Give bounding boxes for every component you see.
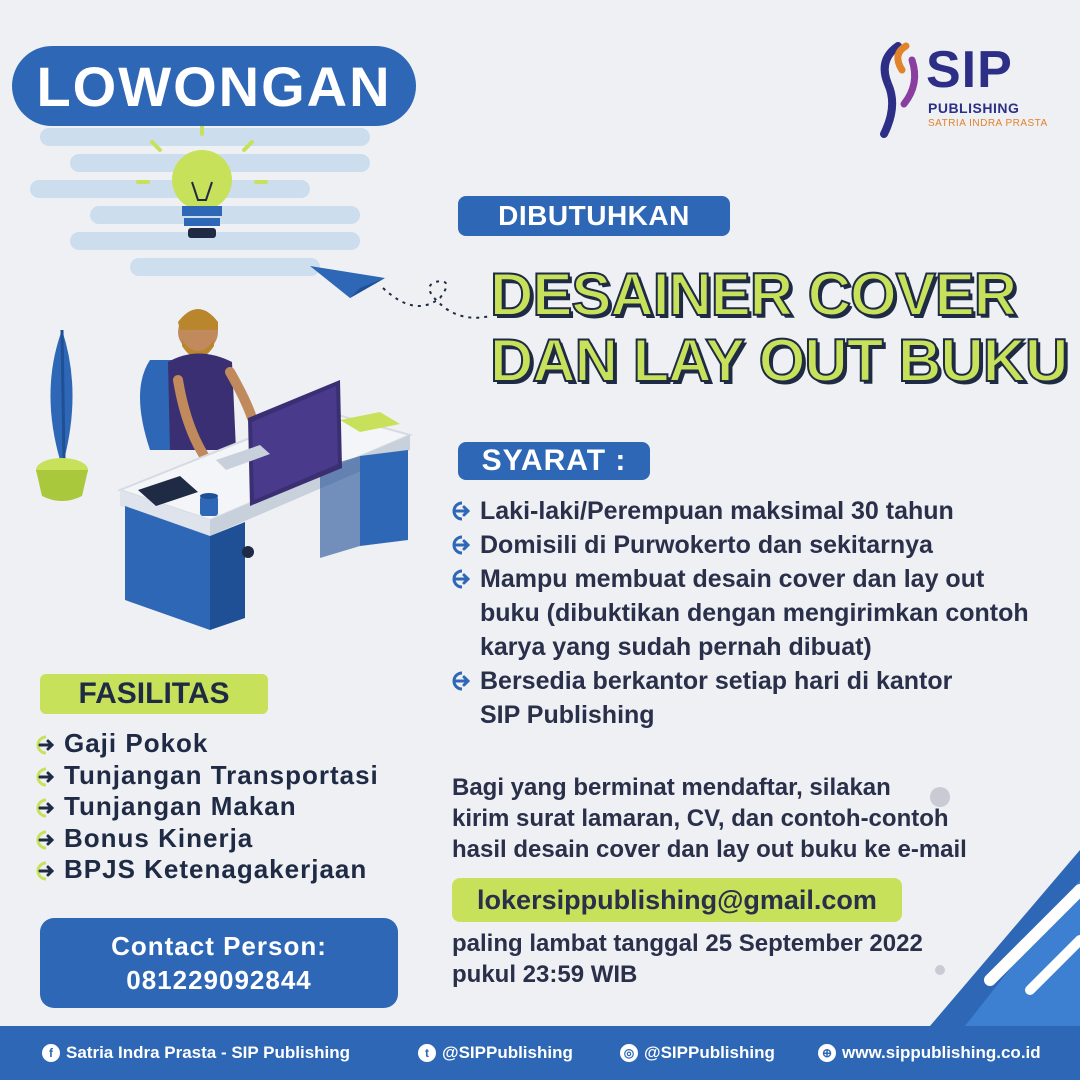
arrow-circle-icon (36, 798, 56, 818)
list-item (452, 664, 1072, 732)
list-item (36, 760, 436, 792)
arrow-circle-icon (36, 767, 56, 787)
instagram-text: @SIPPublishing (644, 1043, 775, 1062)
twitter-text: @SIPPublishing (442, 1043, 573, 1062)
arrow-circle-icon (36, 735, 56, 755)
requirement-text: Domisili di Purwokerto dan sekitarnya (480, 531, 933, 559)
list-item (452, 528, 1072, 562)
list-item (452, 494, 1072, 528)
list-item (36, 823, 436, 855)
facility-text: Gaji Pokok (64, 728, 209, 758)
globe-icon: ⊕ (818, 1044, 836, 1062)
facilities-label: FASILITAS (40, 674, 268, 714)
arrow-circle-icon (452, 671, 472, 691)
arrow-circle-icon (452, 501, 472, 521)
footer-facebook[interactable] (42, 1026, 350, 1080)
logo-subtitle: PUBLISHING (928, 100, 1020, 116)
logo-mark-icon (868, 40, 924, 140)
arrow-circle-icon (36, 830, 56, 850)
logo-text: SIP (926, 41, 1013, 99)
list-item (36, 728, 436, 760)
requirement-text: Bersedia berkantor setiap hari di kantor (480, 667, 953, 695)
application-instructions (452, 772, 1032, 865)
deadline-line: paling lambat tanggal 25 September 2022 (452, 930, 923, 957)
footer-website[interactable] (818, 1026, 1041, 1080)
arrow-circle-icon (452, 569, 472, 589)
twitter-icon: t (418, 1044, 436, 1062)
email-address[interactable]: lokersippublishing@gmail.com (452, 878, 902, 922)
deadline-line: pukul 23:59 WIB (452, 961, 638, 988)
logo-tagline: SATRIA INDRA PRASTA (928, 118, 1048, 129)
contact-phone[interactable]: 081229092844 (126, 965, 312, 995)
job-title-line-2: DAN LAY OUT BUKU (490, 327, 1068, 394)
facebook-icon: f (42, 1044, 60, 1062)
facility-text: Tunjangan Transportasi (64, 759, 379, 790)
requirement-text: Mampu membuat desain cover dan lay out (480, 565, 985, 593)
requirement-text: karya yang sudah pernah dibuat) (480, 633, 872, 661)
instruction-line: Bagi yang berminat mendaftar, silakan (452, 774, 891, 801)
job-title-line-1: DESAINER COVER (490, 261, 1017, 328)
instagram-icon: ◎ (620, 1044, 638, 1062)
facility-text: BPJS Ketenagakerjaan (64, 854, 368, 884)
list-item (36, 854, 436, 886)
workspace-illustration (20, 300, 430, 640)
facility-text: Tunjangan Makan (64, 791, 297, 821)
requirement-text: SIP Publishing (480, 701, 655, 729)
plant-icon (36, 330, 88, 501)
footer-twitter[interactable] (418, 1026, 573, 1080)
instruction-line: hasil desain cover dan lay out buku ke e-mail (452, 836, 967, 863)
list-item (36, 791, 436, 823)
arrow-circle-icon (36, 861, 56, 881)
arrow-circle-icon (452, 535, 472, 555)
list-item (452, 562, 1072, 664)
page-title: LOWONGAN (12, 46, 416, 126)
footer-bar (0, 1026, 1080, 1080)
job-title (490, 262, 1070, 394)
requirements-list (452, 494, 1072, 732)
facebook-text: Satria Indra Prasta - SIP Publishing (66, 1043, 351, 1062)
needed-label: DIBUTUHKAN (458, 196, 730, 236)
requirement-text: buku (dibuktikan dengan mengirimkan contoh (480, 599, 1029, 627)
contact-label: Contact Person: (111, 931, 327, 961)
facility-text: Bonus Kinerja (64, 822, 254, 853)
requirement-text: Laki-laki/Perempuan maksimal 30 tahun (480, 497, 954, 525)
instruction-line: kirim surat lamaran, CV, dan contoh-contoh (452, 805, 949, 832)
contact-person-box (40, 918, 398, 1008)
facilities-list (36, 728, 436, 886)
website-text: www.sippublishing.co.id (842, 1043, 1041, 1062)
deadline-text (452, 928, 1012, 990)
sip-publishing-logo (868, 40, 1058, 140)
requirements-label: SYARAT : (458, 442, 650, 480)
footer-instagram[interactable] (620, 1026, 775, 1080)
